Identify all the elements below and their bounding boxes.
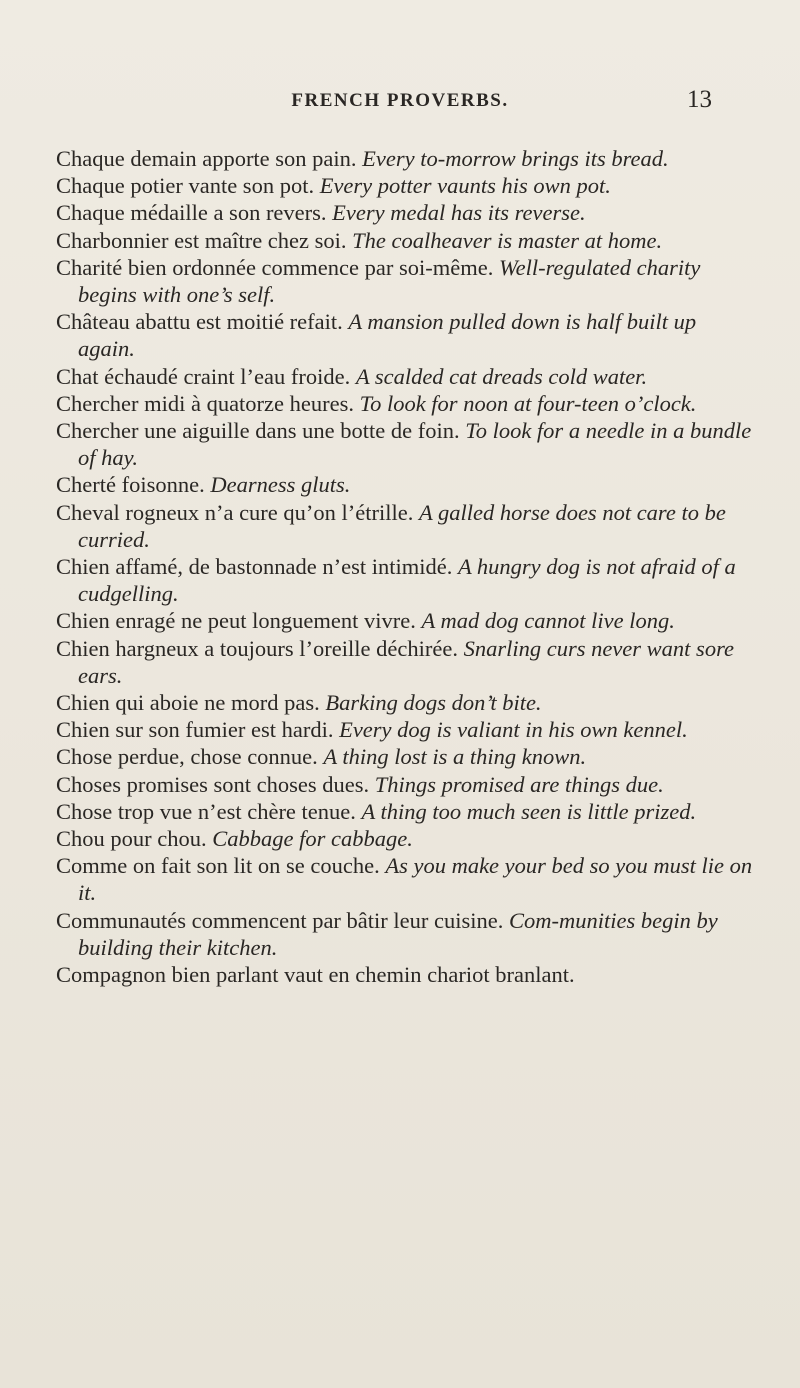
french-proverb: Choses promises sont choses dues. — [56, 771, 370, 797]
english-translation: Every medal has its reverse. — [332, 200, 586, 226]
english-translation: Cabbage for cabbage. — [212, 826, 413, 852]
english-translation: Dearness gluts. — [210, 472, 351, 498]
english-translation: Every dog is valiant in his own kennel. — [339, 717, 688, 743]
french-proverb: Chat échaudé craint l’eau froide. — [56, 363, 351, 389]
proverb-entry — [56, 635, 756, 689]
proverb-entry — [56, 499, 756, 553]
proverb-entry — [56, 363, 756, 390]
proverb-entry — [56, 607, 756, 634]
french-proverb: Chien sur son fumier est hardi. — [56, 717, 334, 743]
proverb-entry — [56, 417, 756, 471]
proverb-entry — [56, 961, 756, 988]
english-translation: A scalded cat dreads cold water. — [355, 363, 648, 389]
proverb-entry — [56, 689, 756, 716]
french-proverb: Comme on fait son lit on se couche. — [56, 853, 380, 879]
running-head: FRENCH PROVERBS. — [291, 90, 509, 111]
french-proverb: Chercher une aiguille dans une botte de foin. — [56, 418, 460, 444]
french-proverb: Chien affamé, de bastonnade n’est intimidé. — [56, 554, 453, 580]
proverb-list — [56, 145, 756, 988]
english-translation: A mad dog cannot live long. — [421, 608, 675, 634]
french-proverb: Charité bien ordonnée commence par soi-même. — [56, 254, 494, 280]
english-translation: To look for noon at four-teen o’clock. — [359, 390, 697, 416]
proverb-entry — [56, 553, 756, 607]
proverb-entry — [56, 825, 756, 852]
proverb-entry — [56, 390, 756, 417]
english-translation: Every to-morrow brings its bread. — [362, 146, 669, 171]
french-proverb: Charbonnier est maître chez soi. — [56, 227, 347, 253]
french-proverb: Cherté foisonne. — [56, 472, 205, 498]
english-translation: Barking dogs don’t bite. — [325, 690, 542, 716]
french-proverb: Chien enragé ne peut longuement vivre. — [56, 608, 416, 634]
english-translation: As you make your bed so you must lie on it. — [78, 853, 753, 906]
french-proverb: Chercher midi à quatorze heures. — [56, 390, 354, 416]
english-translation: Snarling curs never want sore ears. — [78, 635, 734, 688]
english-translation: The coalheaver is master at home. — [352, 227, 663, 253]
english-translation: A mansion pulled down is half built up again. — [78, 309, 697, 362]
english-translation: Every potter vaunts his own pot. — [319, 173, 611, 199]
proverb-entry — [56, 907, 756, 961]
proverb-entry — [56, 308, 756, 362]
proverb-entry — [56, 172, 756, 199]
proverb-entry — [56, 798, 756, 825]
english-translation: Well-regulated charity begins with one’s self. — [78, 254, 701, 308]
french-proverb: Chien hargneux a toujours l’oreille déchirée. — [56, 635, 458, 661]
english-translation: A thing lost is a thing known. — [323, 744, 587, 770]
french-proverb: Cheval rogneux n’a cure qu’on l’étrille. — [56, 499, 414, 525]
english-translation: A hungry dog is not afraid of a cudgelling. — [78, 554, 736, 607]
proverb-entry — [56, 254, 756, 308]
proverb-entry — [56, 199, 756, 226]
french-proverb: Chou pour chou. — [56, 826, 207, 852]
french-proverb: Chose perdue, chose connue. — [56, 744, 318, 770]
french-proverb: Château abattu est moitié refait. — [56, 309, 343, 335]
french-proverb: Chien qui aboie ne mord pas. — [56, 690, 320, 716]
page-number: 13 — [687, 86, 712, 113]
french-proverb: Chose trop vue n’est chère tenue. — [56, 798, 356, 824]
english-translation: To look for a needle in a bundle of hay. — [78, 418, 752, 471]
french-proverb: Chaque médaille a son revers. — [56, 200, 327, 226]
english-translation: A galled horse does not care to be curried. — [78, 499, 726, 552]
proverb-entry — [56, 771, 756, 798]
proverb-entry — [56, 227, 756, 254]
french-proverb: Chaque demain apporte son pain. — [56, 146, 357, 171]
proverb-entry — [56, 716, 756, 743]
page-header — [0, 86, 800, 116]
french-proverb: Communautés commencent par bâtir leur cuisine. — [56, 907, 504, 933]
english-translation: Things promised are things due. — [374, 771, 664, 797]
french-proverb: Compagnon bien parlant vaut en chemin chariot branlant. — [56, 962, 575, 988]
english-translation: Com-munities begin by building their kitchen. — [78, 907, 718, 960]
french-proverb: Chaque potier vante son pot. — [56, 173, 315, 199]
proverb-entry — [56, 743, 756, 770]
proverb-entry — [56, 852, 756, 906]
proverb-entry — [56, 145, 756, 172]
proverb-entry — [56, 471, 756, 498]
english-translation: A thing too much seen is little prized. — [361, 798, 697, 824]
